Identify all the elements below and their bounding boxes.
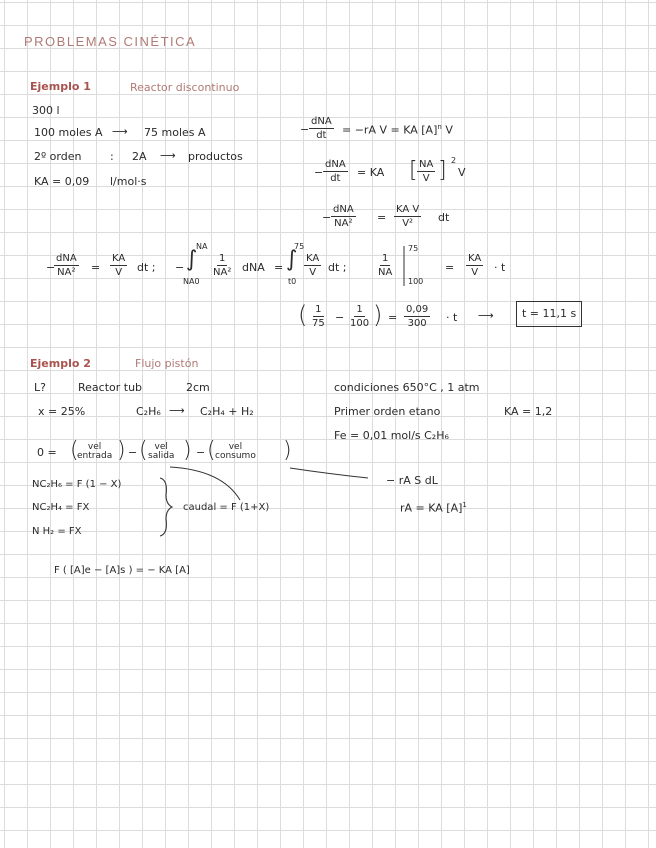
eq2-tail: V (458, 166, 466, 179)
conditions: condiciones 650°C , 1 atm (334, 381, 480, 394)
rate-law: rA = KA $[A]^1$ (400, 501, 467, 515)
eq4-r-fraction: $\frac{1}{NA}$ (378, 253, 393, 278)
n-c2h6: NC₂H₆ = F (1 − X) (32, 479, 122, 490)
feed-text: Fe = 0,01 mol/s C₂H₆ (334, 429, 449, 442)
balance-start: 0 = (37, 446, 57, 459)
eq2-inner-fraction: $\frac{NA}{V}$ (419, 159, 434, 184)
int1-fraction: $\frac{1}{\text{NA²}}$ (213, 253, 232, 278)
balance-entrada: vel entrada (77, 442, 113, 461)
final-equation: F ( [A]e − [A]s ) = − KA [A] (54, 565, 190, 576)
caudal: caudal = F (1+X) (183, 502, 270, 513)
eval-upper: 75 (408, 244, 419, 253)
brace-icon (160, 478, 172, 536)
eq4-left-fraction: dNA NA² (56, 253, 77, 278)
arrow-icon: ⟶ (169, 404, 185, 417)
eq3-fraction: dNA NA² (333, 204, 354, 229)
integral-icon: ∫ (186, 247, 198, 272)
balance-salida: vel salida (148, 442, 175, 461)
example-1-subtitle: Reactor discontinuo (130, 81, 240, 94)
eval-lower: 100 (408, 277, 424, 286)
int1-lower: NA0 (183, 277, 200, 286)
eq4-eq2: = (445, 261, 455, 274)
int1-upper: NA (196, 242, 208, 251)
eq1-fraction: dNA dt (311, 116, 332, 141)
eq5-minus: − (335, 311, 345, 324)
int1-dna: dNA (242, 261, 265, 274)
page-title: PROBLEMAS CINÉTICA (24, 34, 197, 49)
conversion: x = 25% (38, 405, 86, 418)
order-label: 2º orden (34, 150, 82, 163)
moles-final: 75 moles A (144, 126, 206, 139)
eq4-t: · t (494, 261, 506, 274)
eq2-exponent: 2 (451, 156, 457, 165)
eq5-eq: = (388, 311, 398, 324)
rate-unit: l/mol·s (110, 175, 147, 188)
reaction-products: productos (188, 150, 243, 163)
consumo-term: − rA S dL (386, 474, 438, 487)
integral-icon: ∫ (286, 247, 298, 272)
eq2-mid: = KA (357, 166, 385, 179)
reactor-type: Reactor tub (78, 381, 143, 394)
eq1-text: = −rA V = KA $[A]^n$ V (342, 123, 453, 137)
eq5-t: · t (446, 311, 458, 324)
eq3-right-fraction: $\frac{\text{KA V}}{\text{V²}}$ (396, 204, 420, 229)
connector-curve (170, 467, 240, 500)
products: C₂H₄ + H₂ (200, 405, 254, 418)
ka-value: KA = 1,2 (504, 405, 553, 418)
arrow-icon: ⟶ (112, 125, 128, 138)
balance-consumo: vel consumo (215, 442, 256, 461)
arrow-icon: ⟶ (160, 149, 176, 162)
eq5-f3: $\frac{0,09}{300}$ (406, 304, 429, 329)
eq4-rk-fraction: $\frac{KA}{V}$ (468, 253, 482, 278)
int2-fraction: $\frac{KA}{V}$ (306, 253, 320, 278)
int2-upper: 75 (294, 242, 305, 251)
reactant: C₂H₆ (136, 405, 161, 418)
arrow-icon: ⟶ (478, 309, 494, 322)
int2-lower: t0 (288, 277, 297, 286)
connector-line (290, 468, 368, 478)
example-1-heading: Ejemplo 1 (30, 80, 91, 93)
eq4-dt: dt ; (137, 261, 156, 274)
n-c2h4: NC₂H₄ = FX (32, 502, 90, 513)
order-text: Primer orden etano (334, 405, 441, 418)
order-colon: : (110, 150, 114, 163)
eq4-k-fraction: $\frac{KA}{V}$ (112, 253, 126, 278)
length-question: L? (34, 381, 46, 394)
example-2-subtitle: Flujo pistón (135, 357, 199, 370)
example-2-heading: Ejemplo 2 (30, 357, 91, 370)
eq5-f1: $\frac{1}{75}$ (312, 304, 325, 329)
eq3-tail: dt (438, 211, 450, 224)
n-h2: N H₂ = FX (32, 526, 82, 537)
eq4-eq: = (274, 261, 284, 274)
reactor-diameter: 2cm (186, 381, 210, 394)
rate-constant: KA = 0,09 (34, 175, 90, 188)
reaction-reactant: 2A (132, 150, 147, 163)
moles-initial: 100 moles A (34, 126, 103, 139)
eq5-f2: $\frac{1}{100}$ (350, 304, 370, 329)
result-text: t = 11,1 s (522, 307, 577, 320)
volume-text: 300 l (32, 104, 60, 117)
eq2-fraction: dNA dt (325, 159, 346, 184)
eq4-dt2: dt ; (328, 261, 347, 274)
